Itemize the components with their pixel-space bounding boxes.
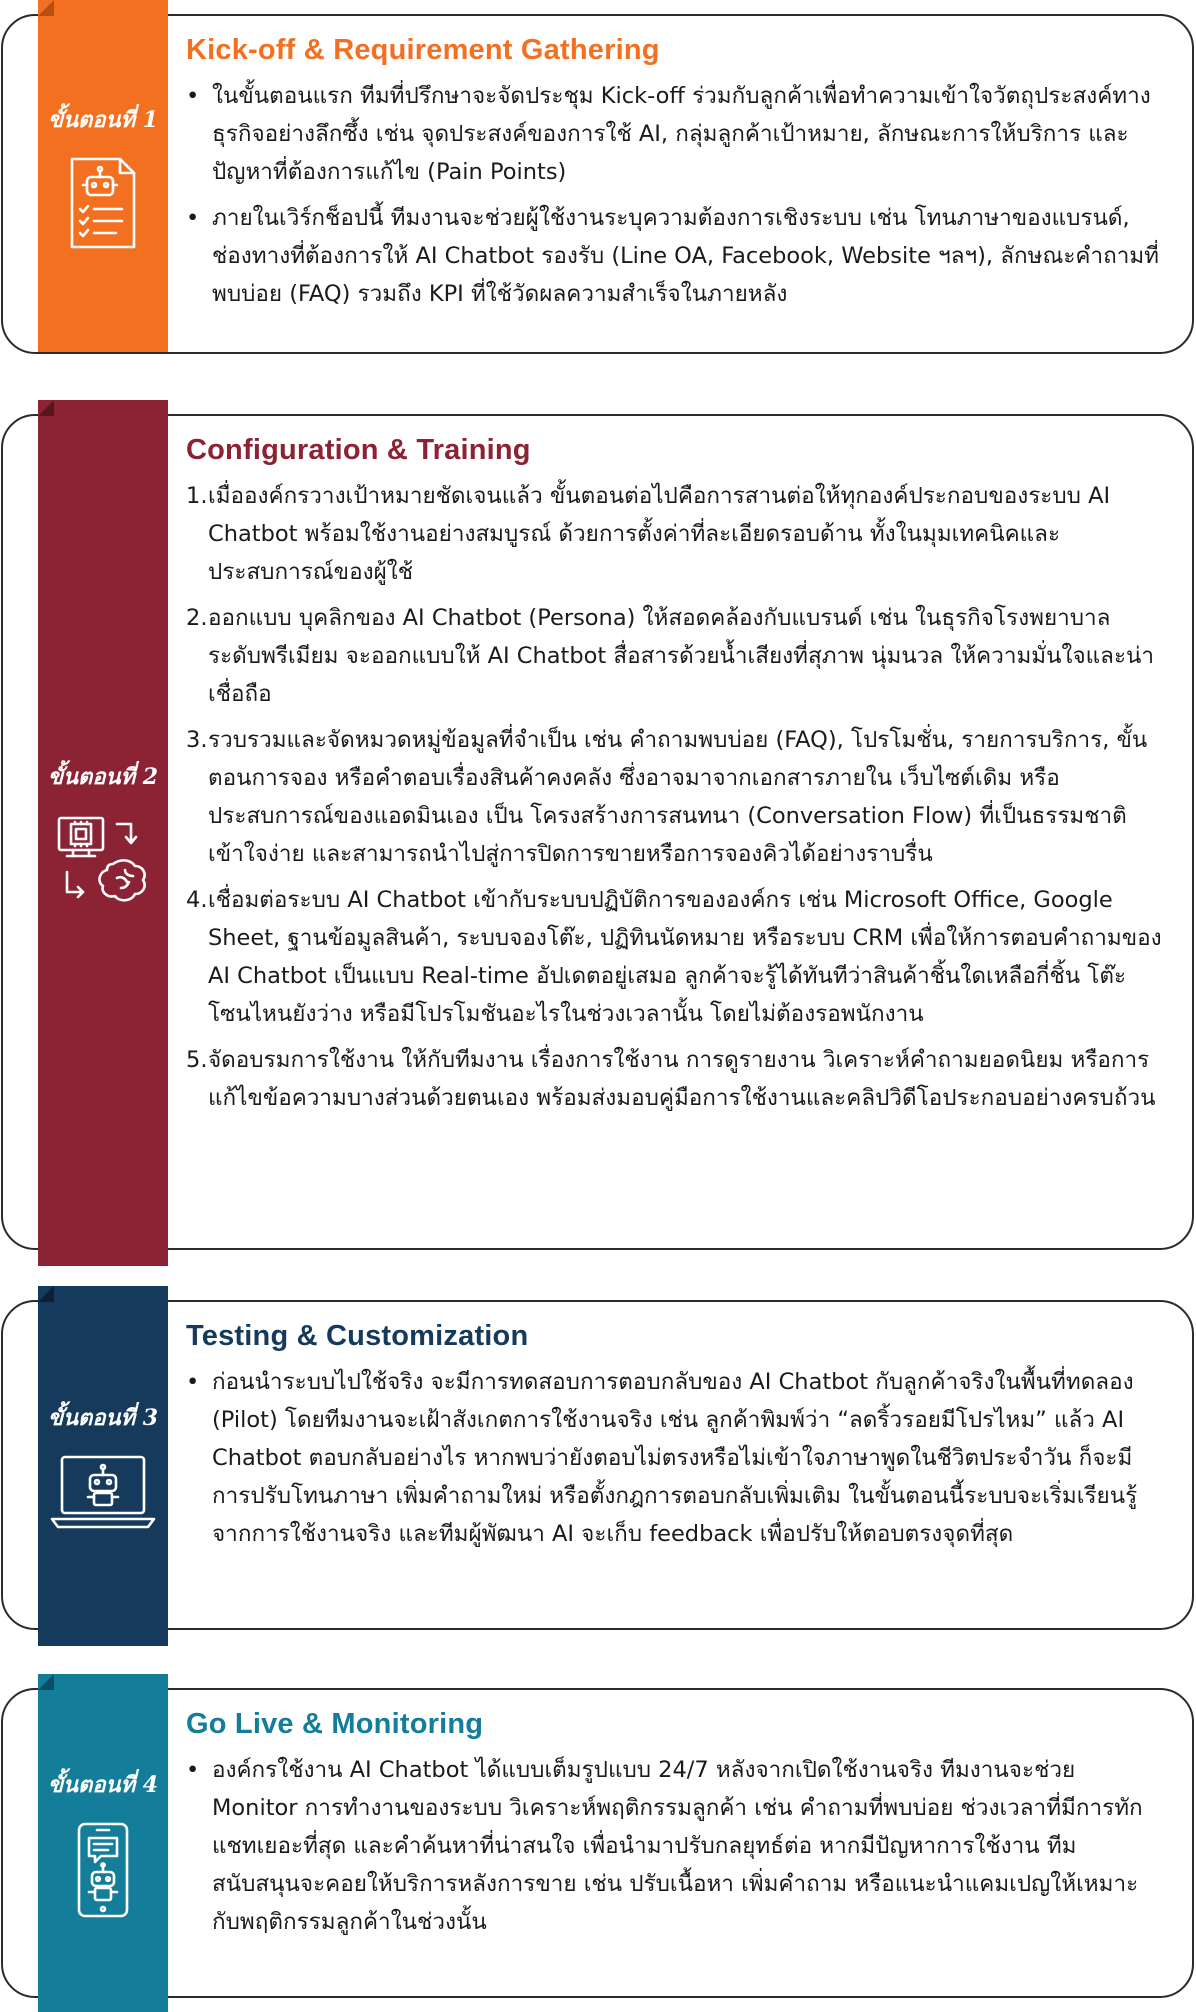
list-item: 4. เชื่อมต่อระบบ AI Chatbot เข้ากับระบบปฏิบัติการขององค์กร เช่น Microsoft Office, Google Sheet, ฐานข้อมูลสินค้า, ระบบจองโต๊ะ, ปฏิทินนัดหมาย หรือระบบ CRM เพื่อให้การตอบคำถามของ AI Chatbot เป็นแบบ Real-time อัปเดตอยู่เสมอ ลูกค้าจะรู้ได้ทันทีว่าสินค้าชิ้นใดเหลือกี่ชิ้น โต๊ะโซนไหนยังว่าง หรือมีโปรโมชันอะไรในช่วงเวลานั้น โดยไม่ต้องรอพนักงาน — [186, 881, 1162, 1033]
bullet: • — [186, 1369, 200, 1395]
item-number: 3. — [186, 727, 208, 753]
step-tab-2 — [38, 400, 168, 1266]
step-content-3 — [186, 1320, 1162, 1561]
step-content-1 — [186, 34, 1162, 321]
list-item: 1. เมื่อองค์กรวางเป้าหมายชัดเจนแล้ว ขั้นตอนต่อไปคือการสานต่อให้ทุกองค์ประกอบของระบบ AI Chatbot พร้อมใช้งานอย่างสมบูรณ์ ด้วยการตั้งค่าที่ละเอียดรอบด้าน ทั้งในมุมเทคนิคและประสบการณ์ของผู้ใช้ — [186, 477, 1162, 591]
list-item: • ภายในเวิร์กช็อปนี้ ทีมงานจะช่วยผู้ใช้งานระบุความต้องการเชิงระบบ เช่น โทนภาษาของแบรนด์, ช่องทางที่ต้องการให้ AI Chatbot รองรับ (Line OA, Facebook, Website ฯลฯ), ลักษณะคำถามที่พบบ่อย (FAQ) รวมถึง KPI ที่ใช้วัดผลความสำเร็จในภายหลัง — [186, 199, 1162, 313]
step-tab-1 — [38, 0, 168, 352]
step-tab-3 — [38, 1286, 168, 1646]
list-item: 5. จัดอบรมการใช้งาน ให้กับทีมงาน เรื่องการใช้งาน การดูรายงาน วิเคราะห์คำถามยอดนิยม หรือการแก้ไขข้อความบางส่วนด้วยตนเอง พร้อมส่งมอบคู่มือการใช้งานและคลิปวิดีโอประกอบอย่างครบถ้วน — [186, 1041, 1162, 1117]
bullet: • — [186, 1757, 200, 1783]
list-item: 2. ออกแบบ บุคลิกของ AI Chatbot (Persona) ให้สอดคล้องกับแบรนด์ เช่น ในธุรกิจโรงพยาบาลระดับพรีเมียม จะออกแบบให้ AI Chatbot สื่อสารด้วยน้ำเสียงที่สุภาพ นุ่มนวล ให้ความมั่นใจและน่าเชื่อถือ — [186, 599, 1162, 713]
item-number: 2. — [186, 605, 208, 631]
step-heading: Configuration & Training — [186, 434, 531, 466]
list-item: 3. รวบรวมและจัดหมวดหมู่ข้อมูลที่จำเป็น เช่น คำถามพบบ่อย (FAQ), โปรโมชั่น, รายการบริการ, ขั้นตอนการจอง หรือคำตอบเรื่องสินค้าคงคลัง ซึ่งอาจมาจากเอกสารภายใน เว็บไซต์เดิม หรือประสบการณ์ของแอดมินเอง เป็น โครงสร้างการสนทนา (Conversation Flow) ที่เป็นธรรมชาติ เข้าใจง่าย และสามารถนำไปสู่การปิดการขายหรือการจองคิวได้อย่างราบรื่น — [186, 721, 1162, 873]
step-heading: Kick-off & Requirement Gathering — [186, 34, 660, 66]
step-label: ขั้นตอนที่ 1 — [47, 106, 159, 133]
item-number: 4. — [186, 887, 208, 913]
laptop-robot-icon — [48, 1453, 158, 1533]
list-item: • องค์กรใช้งาน AI Chatbot ได้แบบเต็มรูปแบบ 24/7 หลังจากเปิดใช้งานจริง ทีมงานจะช่วย Monitor การทำงานของระบบ วิเคราะห์พฤติกรรมลูกค้า เช่น คำถามที่พบบ่อย ช่วงเวลาที่มีการทักแชทเยอะที่สุด และคำค้นหาที่น่าสนใจ เพื่อนำมาปรับกลยุทธ์ต่อ หากมีปัญหาการใช้งาน ทีมสนับสนุนจะคอยให้บริการหลังการขาย เช่น ปรับเนื้อหา เพิ่มคำถาม หรือแนะนำแคมเปญให้เหมาะกับพฤติกรรมลูกค้าในช่วงนั้น — [186, 1751, 1162, 1941]
step-tab-4 — [38, 1674, 168, 2012]
list-item: • ก่อนนำระบบไปใช้จริง จะมีการทดสอบการตอบกลับของ AI Chatbot กับลูกค้าจริงในพื้นที่ทดลอง (Pilot) โดยทีมงานจะเฝ้าสังเกตการใช้งานจริง เช่น ลูกค้าพิมพ์ว่า “ลดริ้วรอยมีโปรไหม” แล้ว AI Chatbot ตอบกลับอย่างไร หากพบว่ายังตอบไม่ตรงหรือไม่เข้าใจภาษาพูดในชีวิตประจำวัน ก็จะมีการปรับโทนภาษา เพิ่มคำถามใหม่ หรือตั้งกฎการตอบกลับเพิ่มเติม ในขั้นตอนนี้ระบบจะเริ่มเรียนรู้จากการใช้งานจริง และทีมผู้พัฒนา AI จะเก็บ feedback เพื่อปรับให้ตอบตรงจุดที่สุด — [186, 1363, 1162, 1553]
step-label: ขั้นตอนที่ 2 — [47, 763, 159, 790]
step-heading: Testing & Customization — [186, 1320, 529, 1352]
chip-brain-cycle-icon — [55, 812, 151, 908]
step-content-2 — [186, 434, 1162, 1125]
step-content-4 — [186, 1708, 1162, 1949]
item-number: 5. — [186, 1047, 208, 1073]
phone-chat-robot-icon — [73, 1820, 133, 1920]
bullet: • — [186, 83, 200, 109]
step-heading: Go Live & Monitoring — [186, 1708, 484, 1740]
bullet: • — [186, 205, 200, 231]
list-item: • ในขั้นตอนแรก ทีมที่ปรึกษาจะจัดประชุม Kick-off ร่วมกับลูกค้าเพื่อทำความเข้าใจวัตถุประสงค์ทางธุรกิจอย่างลึกซึ้ง เช่น จุดประสงค์ของการใช้ AI, กลุ่มลูกค้าเป้าหมาย, ลักษณะการให้บริการ และปัญหาที่ต้องการแก้ไข (Pain Points) — [186, 77, 1162, 191]
robot-document-icon — [64, 155, 142, 251]
step-label: ขั้นตอนที่ 4 — [47, 1771, 159, 1798]
step-label: ขั้นตอนที่ 3 — [47, 1404, 159, 1431]
item-number: 1. — [186, 483, 208, 509]
